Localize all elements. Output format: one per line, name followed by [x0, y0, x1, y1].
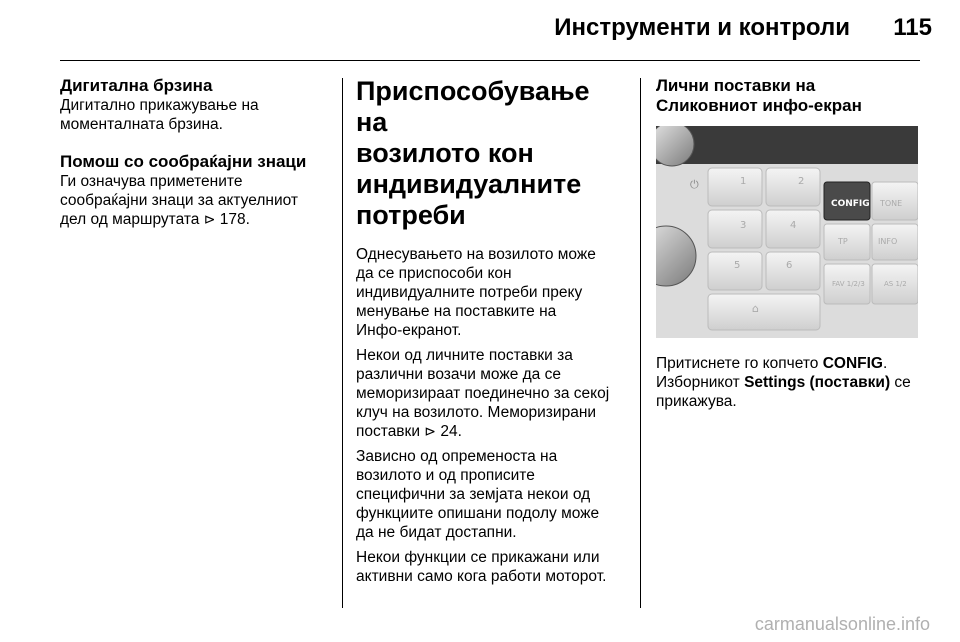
preset-button-3[interactable] [708, 210, 762, 248]
section-heading-digital-speed: Дигитална брзина [60, 76, 213, 95]
fav-button-label: FAV 1/2/3 [832, 280, 865, 288]
section-heading-traffic-sign-assist: Помош со сообраќајни знаци [60, 152, 307, 171]
page-reference-link[interactable]: 178. [219, 211, 250, 228]
preset-label-1: 1 [740, 176, 747, 187]
paragraph: Притиснете го копчето CONFIG. Изборникот Settings (поставки) се прикажува. [656, 355, 911, 410]
preset-label-6: 6 [786, 260, 793, 271]
preset-button-2[interactable] [766, 168, 820, 206]
reference-arrow-icon: ⊳ [424, 423, 437, 439]
header-rule [60, 60, 920, 61]
home-button[interactable] [708, 294, 820, 330]
power-icon: ⏻ [690, 178, 699, 191]
control-panel-illustration [656, 126, 918, 338]
tone-button-label: TONE [880, 199, 903, 208]
column-1 [60, 76, 332, 229]
paragraph: Некои функции се прикажани или активни само кога работи моторот. [356, 549, 607, 585]
settings-keyword: Settings (поставки) [744, 374, 891, 391]
control-panel-image [656, 126, 918, 338]
config-keyword: CONFIG [822, 355, 883, 372]
tp-button-label: TP [838, 237, 848, 246]
column-3 [656, 76, 922, 411]
info-button-label: INFO [878, 237, 898, 246]
as-button-label: AS 1/2 [884, 280, 907, 288]
column-divider-1 [342, 78, 343, 608]
preset-button-1[interactable] [708, 168, 762, 206]
paragraph: Дигитално прикажување на моменталната брзина. [60, 97, 259, 133]
reference-arrow-icon: ⊳ [203, 211, 216, 227]
section-heading-personal-settings: Лични поставки на Сликовниот инфо-екран [656, 76, 862, 115]
section-heading-vehicle-personalisation: Приспособување на возилото кон индивидуалните потреби [356, 76, 590, 230]
paragraph: Ги означува приметените сообраќајни знаци за актуелниот дел од маршрутата ⊳ 178. [60, 173, 298, 228]
config-button-label: CONFIG [831, 199, 870, 209]
paragraph: Зависно од опременоста на возилото и од прописите специфични за земјата некои од функциите опишани подолу може да не бидат достапни. [356, 448, 600, 541]
preset-label-3: 3 [740, 220, 747, 231]
column-divider-2 [640, 78, 641, 608]
paragraph: Однесувањето на возилото може да се приспособи кон индивидуалните потреби преку менување на поставките на Инфо-екранот. [356, 246, 596, 339]
header-title: Инструменти и контроли [554, 14, 850, 41]
paragraph: Некои од личните поставки за различни возачи може да се меморизираат поединечно за секој клуч на возилото. Меморизирани поставки ⊳ 24. [356, 347, 610, 440]
home-icon: ⌂ [752, 302, 759, 315]
preset-button-6[interactable] [766, 252, 820, 290]
preset-label-4: 4 [790, 220, 797, 231]
preset-button-5[interactable] [708, 252, 762, 290]
preset-label-2: 2 [798, 176, 805, 187]
preset-label-5: 5 [734, 260, 741, 271]
page-number: 115 [893, 14, 932, 41]
column-2 [356, 76, 628, 586]
watermark: carmanualsonline.info [754, 614, 930, 634]
page-reference-link[interactable]: 24. [440, 423, 462, 440]
